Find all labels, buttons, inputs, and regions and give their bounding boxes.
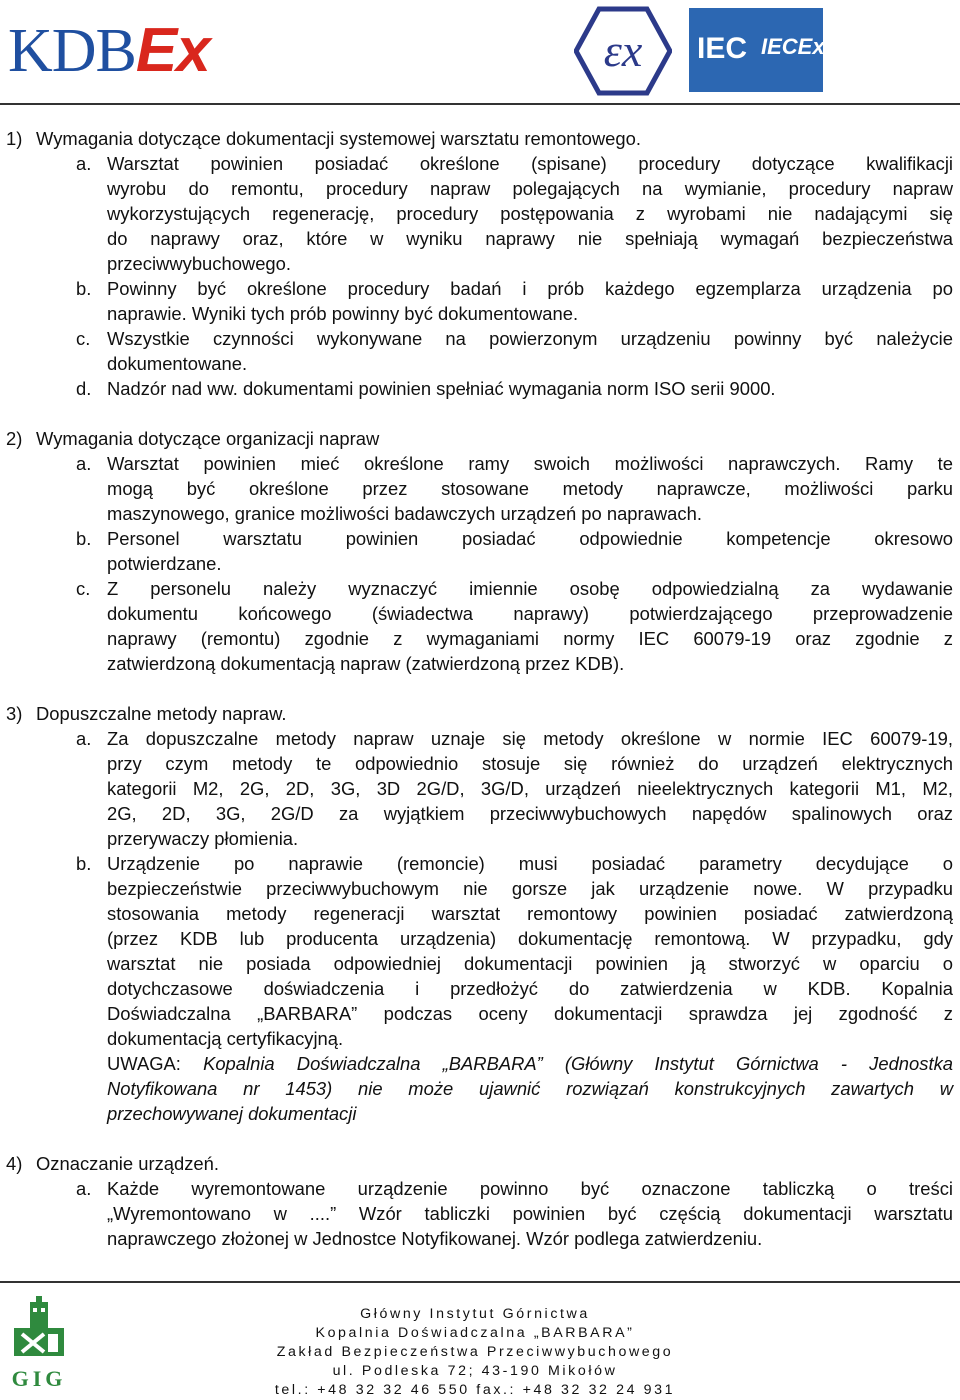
list-item-text-line: dokumentowane. xyxy=(107,353,248,374)
page-header xyxy=(0,0,960,104)
list-item-text-line: Urządzenie po naprawie (remoncie) musi posiadać parametry decydujące o xyxy=(107,853,953,874)
list-item-text-line: dokumentacją certyfikacyjną. xyxy=(107,1028,344,1049)
list-item-text-line: przy czym metody te odpowiednio stosuje się również do urządzeń elektrycznych xyxy=(107,753,953,774)
footer-line: ul. Podleska 72; 43-190 Mikołów xyxy=(332,1363,618,1379)
svg-text:GIG: GIG xyxy=(11,1366,67,1391)
list-item-text-line: Nadzór nad ww. dokumentami powinien spełniać wymagania norm ISO serii 9000. xyxy=(107,378,776,399)
list-item-letter: a. xyxy=(76,728,92,749)
list-item-text-line: Za dopuszczalne metody napraw uznaje się metody określone w normie IEC 60079-19, xyxy=(107,728,953,749)
list-item-text-line: Doświadczalna „BARBARA” podczas oceny dokumentacji sprawdza jej zgodność z xyxy=(107,1003,953,1024)
svg-text:εx: εx xyxy=(603,25,643,76)
list-item-text-line: 2G, 2D, 3G, 2G/D za wyjątkiem przeciwwybuchowych napędów spalinowych oraz xyxy=(107,803,953,824)
list-item-text-line: do naprawy oraz, które w wyniku naprawy nie spełniają wymagań bezpieczeństwa xyxy=(107,228,953,249)
list-item-text-line: przeciwwybuchowego. xyxy=(107,253,291,274)
iec-iecex-logo xyxy=(689,8,823,92)
section-title: Dopuszczalne metody napraw. xyxy=(36,703,287,724)
note-italic-text: Notyfikowana nr 1453) nie może ujawnić rozwiązań konstrukcyjnych zawartych w xyxy=(107,1078,953,1099)
list-item-text-line: dotychczasowe doświadczenia i przedłożyć do zatwierdzenia w KDB. Kopalnia xyxy=(107,978,953,999)
list-item-text-line: przerywaczy płomienia. xyxy=(107,828,299,849)
list-item-text-line: zatwierdzoną dokumentacją napraw (zatwierdzoną przez KDB). xyxy=(107,653,625,674)
list-item-text-line: Z personelu należy wyznaczyć imiennie osobę odpowiedzialną za wydawanie xyxy=(107,578,953,599)
list-item-text-line: warsztat nie posiada odpowiedniej dokumentacji powinien ją stworzyć w oparciu o xyxy=(107,953,953,974)
section-number: 2) xyxy=(6,428,23,449)
kdbex-logo: KDBEx xyxy=(8,16,210,85)
list-item-text-line: maszynowego, granice możliwości badawczych urządzeń po naprawach. xyxy=(107,503,702,524)
footer-line: Zakład Bezpieczeństwa Przeciwwybuchowego xyxy=(276,1344,674,1360)
list-item-letter: b. xyxy=(76,528,92,549)
footer-divider xyxy=(0,1281,960,1283)
list-item-text-line: naprawczego złożonej w Jednostce Notyfikowanej. Wzór podlega zatwierdzeniu. xyxy=(107,1228,763,1249)
list-item-letter: a. xyxy=(76,153,92,174)
note-text-line xyxy=(107,1051,953,1076)
section-title: Oznaczanie urządzeń. xyxy=(36,1153,219,1174)
gig-logo-icon xyxy=(4,1296,74,1391)
list-item-text-line: dokumentu końcowego (świadectwa naprawy) potwierdzającego przeprowadzenie xyxy=(107,603,953,624)
list-item-letter: a. xyxy=(76,1178,92,1199)
iecex-logo-text: IECEx xyxy=(761,34,825,59)
note-italic-text: przechowywanej dokumentacji xyxy=(107,1103,357,1124)
note-text-line xyxy=(107,1076,953,1101)
list-item-letter: c. xyxy=(76,328,91,349)
list-item-letter: d. xyxy=(76,378,92,399)
list-item-text-line: „Wyremontowano w ....” Wzór tabliczki powinien być częścią dokumentacji warsztatu xyxy=(107,1203,953,1224)
note-label: UWAGA: xyxy=(107,1053,181,1074)
note-italic-text: Kopalnia Doświadczalna „BARBARA” (Główny Instytut Górnictwa - Jednostka xyxy=(203,1053,953,1074)
list-item-letter: a. xyxy=(76,453,92,474)
list-item-letter: b. xyxy=(76,853,92,874)
list-item-text-line: Personel warsztatu powinien posiadać odpowiednie kompetencje okresowo xyxy=(107,528,953,549)
list-item-text-line: stosowania metody regeneracji warsztat remontowy powinien posiadać zatwierdzoną xyxy=(107,903,953,924)
section-title: Wymagania dotyczące dokumentacji systemowej warsztatu remontowego. xyxy=(36,128,641,149)
list-item-text-line: Każde wyremontowane urządzenie powinno być oznaczone tabliczką o treści xyxy=(107,1178,953,1199)
list-item-text-line: Warsztat powinien mieć określone ramy swoich możliwości naprawczych. Ramy te xyxy=(107,453,953,474)
list-item-text-line: wykorzystujących regenerację, procedury postępowania z wyrobami nie nadającymi się xyxy=(107,203,953,224)
note-text-line xyxy=(107,1101,356,1126)
list-item-text-line: kategorii M2, 2G, 2D, 3G, 3D 2G/D, 3G/D, urządzeń nieelektrycznych kategorii M1, M2, xyxy=(107,778,953,799)
section-title: Wymagania dotyczące organizacji napraw xyxy=(36,428,380,449)
footer-line: Kopalnia Doświadczalna „BARBARA” xyxy=(315,1325,635,1341)
list-item-text-line: mogą być określone przez stosowane metody naprawcze, możliwości parku xyxy=(107,478,953,499)
list-item-text-line: bezpieczeństwie przeciwwybuchowym nie gorsze jak urządzenie nowe. W przypadku xyxy=(107,878,953,899)
section-number: 3) xyxy=(6,703,23,724)
list-item-text-line: (przez KDB lub producenta urządzenia) dokumentację remontową. W przypadku, gdy xyxy=(107,928,953,949)
list-item-text-line: naprawie. Wyniki tych prób powinny być dokumentowane. xyxy=(107,303,579,324)
footer-address xyxy=(240,1305,710,1400)
list-item-letter: c. xyxy=(76,578,91,599)
list-item-text-line: Powinny być określone procedury badań i prób każdego egzemplarza urządzenia po xyxy=(107,278,953,299)
iec-logo-text: IEC xyxy=(697,32,748,65)
section-number: 1) xyxy=(6,128,23,149)
header-divider xyxy=(0,103,960,105)
footer-line: tel.: +48 32 32 46 550 fax.: +48 32 32 24 931 xyxy=(274,1382,676,1398)
list-item-text-line: Warsztat powinien posiadać określone (spisane) procedury dotyczące kwalifikacji xyxy=(107,153,953,174)
list-item-text-line: Wszystkie czynności wykonywane na powierzonym urządzeniu powinny być należycie xyxy=(107,328,953,349)
list-item-text-line: naprawy (remontu) zgodnie z wymaganiami normy IEC 60079-19 oraz zgodnie z xyxy=(107,628,953,649)
atex-ex-hexagon-icon xyxy=(574,6,672,96)
list-item-letter: b. xyxy=(76,278,92,299)
list-item-text-line: wyrobu do remontu, procedury napraw polegających na wymianie, procedury napraw xyxy=(107,178,953,199)
section-number: 4) xyxy=(6,1153,23,1174)
footer-line: Główny Instytut Górnictwa xyxy=(360,1306,590,1322)
list-item-text-line: potwierdzane. xyxy=(107,553,222,574)
